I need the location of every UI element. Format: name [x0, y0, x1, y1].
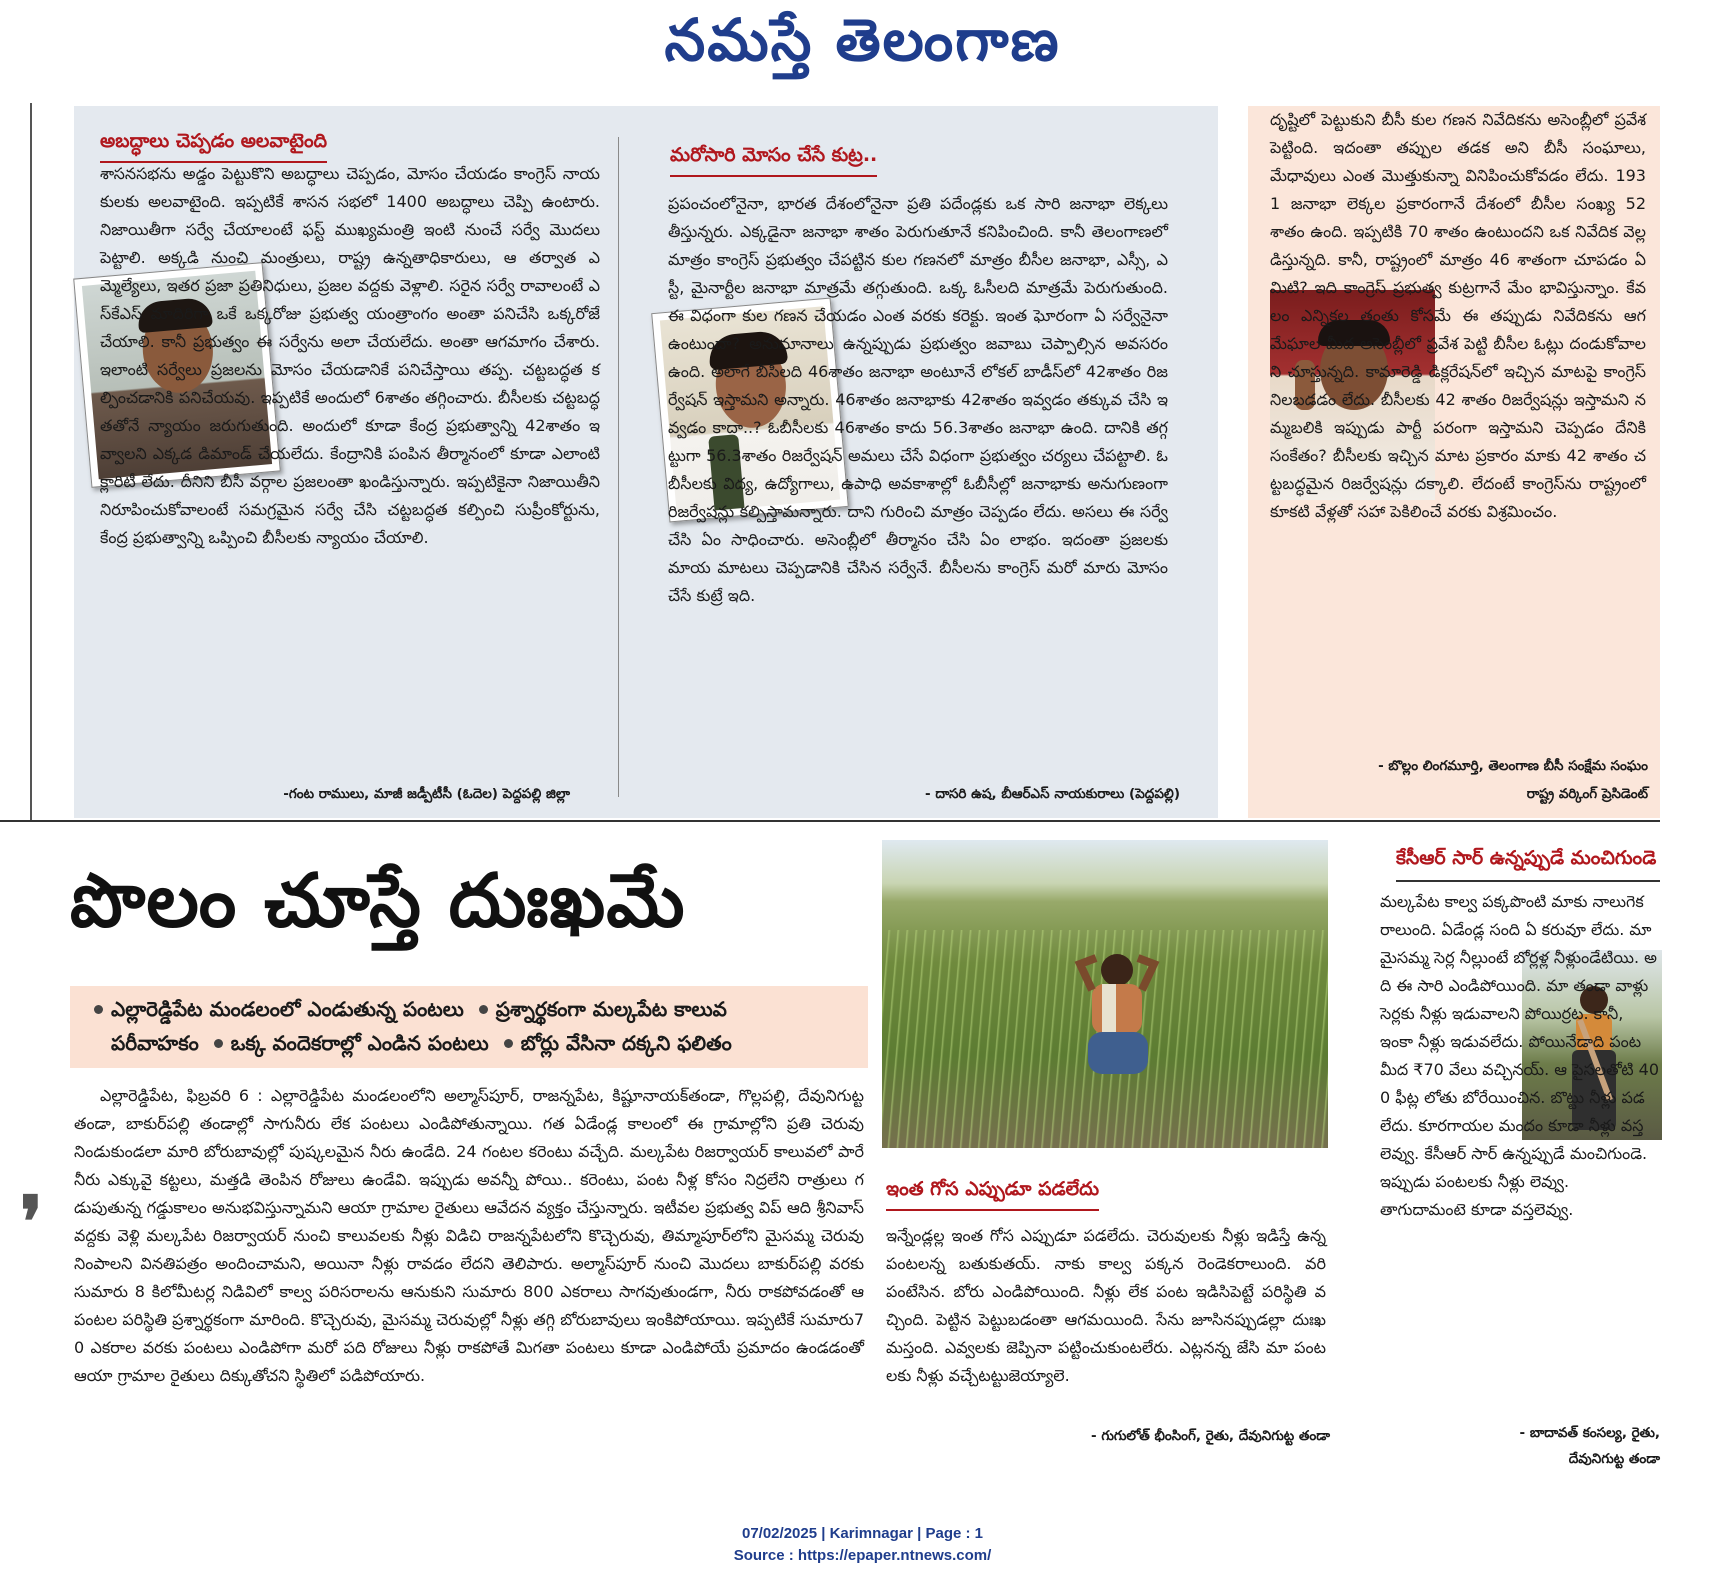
- quote-center-heading: ఇంత గోస ఎప్పుడూ పడలేదు: [886, 1178, 1099, 1211]
- opinion-2-heading: మరోసారి మోసం చేసే కుట్ర..: [670, 144, 877, 177]
- bullet-icon: [479, 1005, 488, 1014]
- opinion-3-paragraph: దృష్టిలో పెట్టుకుని బీసీ కుల గణన నివేదికను అసెంబ్లీలో ప్రవేశ పెట్టింది. ఇదంతా తప్పుల తడక అని బీసీ సంఘాలు, మేధావులు ఎంత మొత్తుకున్నా వినిపించుకోవడం లేదు. 1931 జనాభా లెక్కల ప్రకారంగానే దేశంలో బీసీల సంఖ్య 52 శాతం ఉంది. ఇప్పటికి 70 శాతం ఉంటుందని ఒక నివేదిక వెల్లడిస్తున్నది. కానీ, రాష్ట్రంలో మాత్రం 46 శాతంగా చూపడం ఏమిటి? ఇది కాంగ్రెస్ ప్రభుత్వ కుట్రగానే మేం భావిస్తున్నాం. కేవలం ఎన్నికల తంతు కోసమే ఈ తప్పుడు నివేదికను ఆగమేఘాల మీద అసెంబ్లీలో ప్రవేశ పెట్టి బీసీల ఓట్లు దండుకోవాలని చూస్తున్నది. కామారెడ్డి డిక్లరేషన్‌లో ఇచ్చిన మాటపై కాంగ్రెస్ నిలబడడం లేదు. బీసీలకు 42 శాతం రిజర్వేషన్లు ఇస్తామని నమ్మబలికి ఇప్పుడు పార్టీ పరంగా ఇస్తామని చెప్పడం దేనికి సంకేతం? బీసీలకు ఇచ్చిన మాట ప్రకారం మాకు 42 శాతం చట్టబద్ధమైన రిజర్వేషన్లు దక్కాలి. లేదంటే కాంగ్రెస్‌ను రాష్ట్రంలో కూకటి వేళ్లతో సహా పెకిలించే వరకు విశ్రమించం.: [1270, 110, 1646, 521]
- opinion-2-signature: - దాసరి ఉష, బీఆర్‌ఎస్ నాయకురాలు (పెద్దపల్లి): [925, 786, 1180, 802]
- deck-item: పరీవాహకం: [111, 1031, 199, 1055]
- deck-item: ప్రశ్నార్థకంగా మల్కపేట కాలువ: [495, 997, 727, 1021]
- opinion-1-signature: -గంట రాములు, మాజీ జడ్పీటీసీ (ఓదెల) పెద్దపల్లి జిల్లా: [283, 786, 570, 802]
- opinion-3-signature-title: రాష్ట్ర వర్కింగ్ ప్రెసిడెంట్: [1526, 786, 1648, 802]
- opinion-1-body: [100, 160, 600, 778]
- deck-item: ఎల్లారెడ్డిపేట మండలంలో ఎండుతున్న పంటలు: [111, 997, 464, 1021]
- decorative-quote-mark: ❜: [20, 1180, 43, 1263]
- opinion-1-heading: అబద్ధాలు చెప్పడం అలవాటైంది: [100, 130, 327, 163]
- quote-side-signature-place: దేవునిగుట్ట తండా: [1568, 1451, 1660, 1467]
- opinion-2-paragraph: ప్రపంచంలోనైనా, భారత దేశంలోనైనా ప్రతి పదేండ్లకు ఒక సారి జనాభా లెక్కలు తీస్తున్నరు. ఎక్కడైనా జనాభా శాతం పెరుగుతూనే కనిపించింది. కానీ తెలంగాణలో మాత్రం కాంగ్రెస్ ప్రభుత్వం చేపట్టిన కుల గణనలో మాత్రం బీసీల జనాభా, ఎస్సీ, ఎస్టీ, మైనార్టీల జనాభా మాత్రమే తగ్గుతుంది. ఒక్క ఓసీలది మాత్రమే పెరుగుతుంది. ఈ విధంగా కుల గణన చేయడం ఎంత వరకు కరెక్టు. ఇంత ఘోరంగా ఏ సర్వేనైనా ఉంటుందా? అనుమానాలు ఉన్నప్పుడు ప్రభుత్వం జవాబు చెప్పాల్సిన అవసరం ఉంది. అలాగే బీసీలది 46శాతం జనాభా అంటూనే లోకల్ బాడీస్‌లో 42శాతం రిజర్వేషన్ ఇస్తామని అన్నారు. 46శాతం జనాభాకు 42శాతం ఇవ్వడం తక్కువ చేసి ఇవ్వడం కాదా..? ఓబీసీలకు 46శాతం కాదు 56.3శాతం జనాభా ఉంది. దానికి తగ్గట్టుగా 56.3శాతం రిజర్వేషన్ అమలు చేసే విధంగా ప్రభుత్వం చర్యలు చేపట్టాలి. ఓబీసీలకు విద్య, ఉద్యోగాలు, ఉపాధి అవకాశాల్లో ఓబీసీల్లో జనాభాకు అనుగుణంగా రిజర్వేషన్లు కల్పిస్తామన్నారు. దాని గురించి మాత్రం చెప్పడం లేదు. అసలు ఈ సర్వే చేసి ఏం సాధించారు. అసెంబ్లీలో తీర్మానం చేసి ఏం లాభం. ఇదంతా ప్రజలకు మాయ మాటలు చెప్పడానికి చేసిన సర్వేనే. బీసీలను కాంగ్రెస్ మరో మారు మోసం చేసే కుట్రే ఇది.: [668, 194, 1168, 605]
- newspaper-title: నమస్తే తెలంగాణ: [664, 6, 1061, 74]
- opinion-3-signature: - బొల్లం లింగమూర్తి, తెలంగాణ బీసీ సంక్షేమ సంఘం: [1378, 758, 1648, 774]
- quote-center-body: ఇన్నేండ్లల్ల ఇంత గోస ఎప్పుడూ పడలేదు. చెరువులకు నీళ్లు ఇడిస్తే ఉన్న పంటలన్న బతుకుతయ్. నాకు కాల్వ పక్కన రెండెకరాలుంది. వరి పంటేసిన. బోరు ఎండిపోయింది. నీళ్లు లేక పంట ఇడిసిపెట్టే పరిస్థితి వచ్చింది. పెట్టిన పెట్టుబడంతా ఆగమయింది. సేను జూసినప్పుడల్లా దుఃఖమస్తంది. ఎవ్వలకు జెప్పినా పట్టించుకుంటలేరు. ఎట్లనన్న జేసి మా పంటలకు నీళ్లు వచ్చేటట్టుజెయ్యాలె.: [886, 1226, 1326, 1385]
- lead-headline: పొలం చూస్తే దుఃఖమే: [70, 858, 686, 944]
- bullet-icon: [504, 1039, 513, 1048]
- masthead: [0, 0, 1725, 90]
- deck-item: బోర్లు వేసినా దక్కని ఫలితం: [520, 1031, 732, 1055]
- farmer-figure: [1062, 940, 1172, 1090]
- opinion-3-body: [1270, 106, 1646, 752]
- deck-item: ఒక్క వందెకరాల్లో ఎండిన పంటలు: [230, 1031, 489, 1055]
- opinion-1-paragraph: శాసనసభను అడ్డం పెట్టుకొని అబద్ధాలు చెప్పడం, మోసం చేయడం కాంగ్రెస్ నాయకులకు అలవాటైంది. ఇప్పటికే శాసన సభలో 1400 అబద్ధాలు చెప్పి ఉంటారు. నిజాయితీగా సర్వే చేయాలంటే ఫస్ట్ ముఖ్యమంత్రి ఇంటి నుంచే సర్వే మొదలు పెట్టాలి. అక్కడి నుంచి మంత్రులు, రాష్ట్ర ఉన్నతాధికారులు, ఆ తర్వాత ఎమ్మెల్యేలు, ఇతర ప్రజా ప్రతినిధులు, ప్రజల వద్దకు వెళ్లాలి. సరైన సర్వే రావాలంటే ఎస్‌కేఎస్ మాదిరిగా ఒకే ఒక్కరోజు ప్రభుత్వ యంత్రాంగం అంతా పనిచేసి ఒక్కరోజే చేయాలి. కానీ ప్రభుత్వం ఈ సర్వేను అలా చేయలేదు. అంతా ఆగమాగం చేశారు. ఇలాంటి సర్వేలు ప్రజలను మోసం చేయడానికే పనిచేస్తాయి తప్ప. చట్టబద్ధత కల్పించడానికి పనిచేయవు. ఇప్పటికే అందులో 6శాతం తగ్గించారు. బీసీలకు చట్టబద్ధతతోనే న్యాయం జరుగుతుంది. అందులో కూడా కేంద్ర ప్రభుత్వాన్ని 42శాతం ఇవ్వాలని ఎక్కడ డిమాండ్ చేయలేదు. కేంద్రానికి పంపిన తీర్మానంలో కూడా ఎలాంటి క్లారిటీ లేదు. దీనిని బీసీ వర్గాల ప్రజలంతా ఖండిస్తున్నారు. ఇప్పటికైనా నిజాయితీని నిరూపించుకోవాలంటే సమగ్రమైన సర్వే చేసి చట్టబద్ధత కల్పించి సుప్రీంకోర్టును, కేంద్ర ప్రభుత్వాన్ని ఒప్పించి బీసీలకు న్యాయం చేయాలి.: [100, 164, 600, 547]
- footer-edition-line: 07/02/2025 | Karimnagar | Page : 1: [741, 1525, 984, 1542]
- deck-row-2: [86, 1026, 852, 1060]
- quote-side-body: మల్కపేట కాల్వ పక్కపొంటి మాకు నాలుగెకరాలుంది. ఏడేండ్ల సంది ఏ కరువూ లేదు. మా మైసమ్మ సెర్ల నీల్లుంటే బోర్లళ్ల నీళ్లుండేటియి. అది ఈ సారి ఎండిపోయింది. మా తండా వాళ్లు సెర్లకు నీళ్లు ఇడువాలని పోయిర్రట. కానీ, ఇంకా నీళ్లు ఇడువలేదు. పోయినేడాది పంటమీద ₹70 వేలు వచ్చినయ్. ఆ పైసలతోటి 400 ఫీట్ల లోతు బోరేయించిన. బొట్టు నీళ్లు పడలేదు. కూరగాయల మందం కూడా నీళ్లు వస్తలెవ్వు. కేసీఆర్ సార్ ఉన్నప్పుడే మంచిగుండె. ఇప్పుడు పంటలకు నీళ్లు లెవ్వు. తాగుదామంటె కూడా వస్తలెవ్వు.: [1380, 892, 1660, 1219]
- column-divider: [618, 137, 619, 797]
- column-rule: [30, 103, 32, 820]
- opinion-2-body: [668, 190, 1168, 780]
- page-footer: [0, 1523, 1725, 1567]
- quote-side-heading: కేసీఆర్ సార్ ఉన్నప్పుడే మంచిగుండె: [1396, 847, 1660, 882]
- deck-row-1: [86, 992, 852, 1026]
- bullet-icon: [214, 1039, 223, 1048]
- quote-center-signature: - గుగులోత్ భీంసింగ్, రైతు, దేవునిగుట్ట తండా: [1091, 1428, 1330, 1444]
- lead-deck: [70, 986, 868, 1068]
- field-photo: [882, 840, 1328, 1148]
- footer-source-line: Source : https://epaper.ntnews.com/: [733, 1547, 992, 1564]
- section-rule: [0, 820, 1660, 822]
- quote-side-signature: - బాదావత్ కంసల్య, రైతు,: [1519, 1425, 1660, 1441]
- bullet-icon: [94, 1005, 103, 1014]
- lead-body: ఎల్లారెడ్డిపేట, ఫిబ్రవరి 6 : ఎల్లారెడ్డిపేట మండలంలోని అల్మాస్‌పూర్, రాజన్నపేట, కిష్టూనాయక్‌తండా, గొల్లపల్లి, దేవునిగుట్టతండా, బాకుర్‌పల్లి తండాల్లో సాగునీరు లేక పంటలు ఎండిపోతున్నాయి. గత ఏడేండ్ల కాలంలో ఈ గ్రామాల్లోని ప్రతి చెరువు నిండుకుండలా మారి బోరుబావుల్లో పుష్కలమైన నీరు ఉండేది. 24 గంటల కరెంటు వచ్చేది. మల్కపేట రిజర్వాయర్ కాలువలో పారే నీరు ఎక్కువై కట్టలు, మత్తడి తెంపిన రోజులు ఉండేవి. ఇప్పుడు అవన్నీ పోయి.. కరెంటు, పంట నీళ్ల కోసం నిద్రలేని రాత్రులు గడుపుతున్న గడ్డుకాలం అనుభవిస్తున్నామని ఆయా గ్రామాల రైతులు ఆవేదన వ్యక్తం చేస్తున్నారు. ఇటీవల ప్రభుత్వ విప్ ఆది శ్రీనివాస్ వద్దకు వెళ్లి మల్కపేట రిజర్వాయర్ నుంచి కాలువలకు నీళ్లు విడిచి రాజన్నపేటలోని కొచ్చెరువు, తిమ్మాపూర్‌లోని మైసమ్మ చెరువు నింపాలని వినతిపత్రం అందించామని, అయినా నీళ్లు రావడం లేదని తెలిపారు. అల్మాస్‌పూర్ నుంచి మొదలు బాకుర్‌పల్లి వరకు సుమారు 8 కిలోమీటర్ల నిడివిలో కాల్వ పరిసరాలను ఆనుకుని సుమారు 800 ఎకరాలు సాగవుతుండగా, నీరు రాకపోవడంతో ఆ పంటల పరిస్థితి ప్రశ్నార్థకంగా మారింది. కొచ్చెరువు, మైసమ్మ చెరువుల్లో నీళ్లు తగ్గి బోరుబావులు ఇంకిపోయాయి. ఇప్పటికే సుమారు70 ఎకరాల వరకు పంటలు ఎండిపోగా మరో పది రోజులు నీళ్లు రాకపోతే మిగతా పంటలు కూడా ఎండిపోయే ప్రమాదం ఉండడంతో ఆయా గ్రామాల రైతులు దిక్కుతోచని స్థితిలో పడిపోయారు.: [74, 1086, 864, 1385]
